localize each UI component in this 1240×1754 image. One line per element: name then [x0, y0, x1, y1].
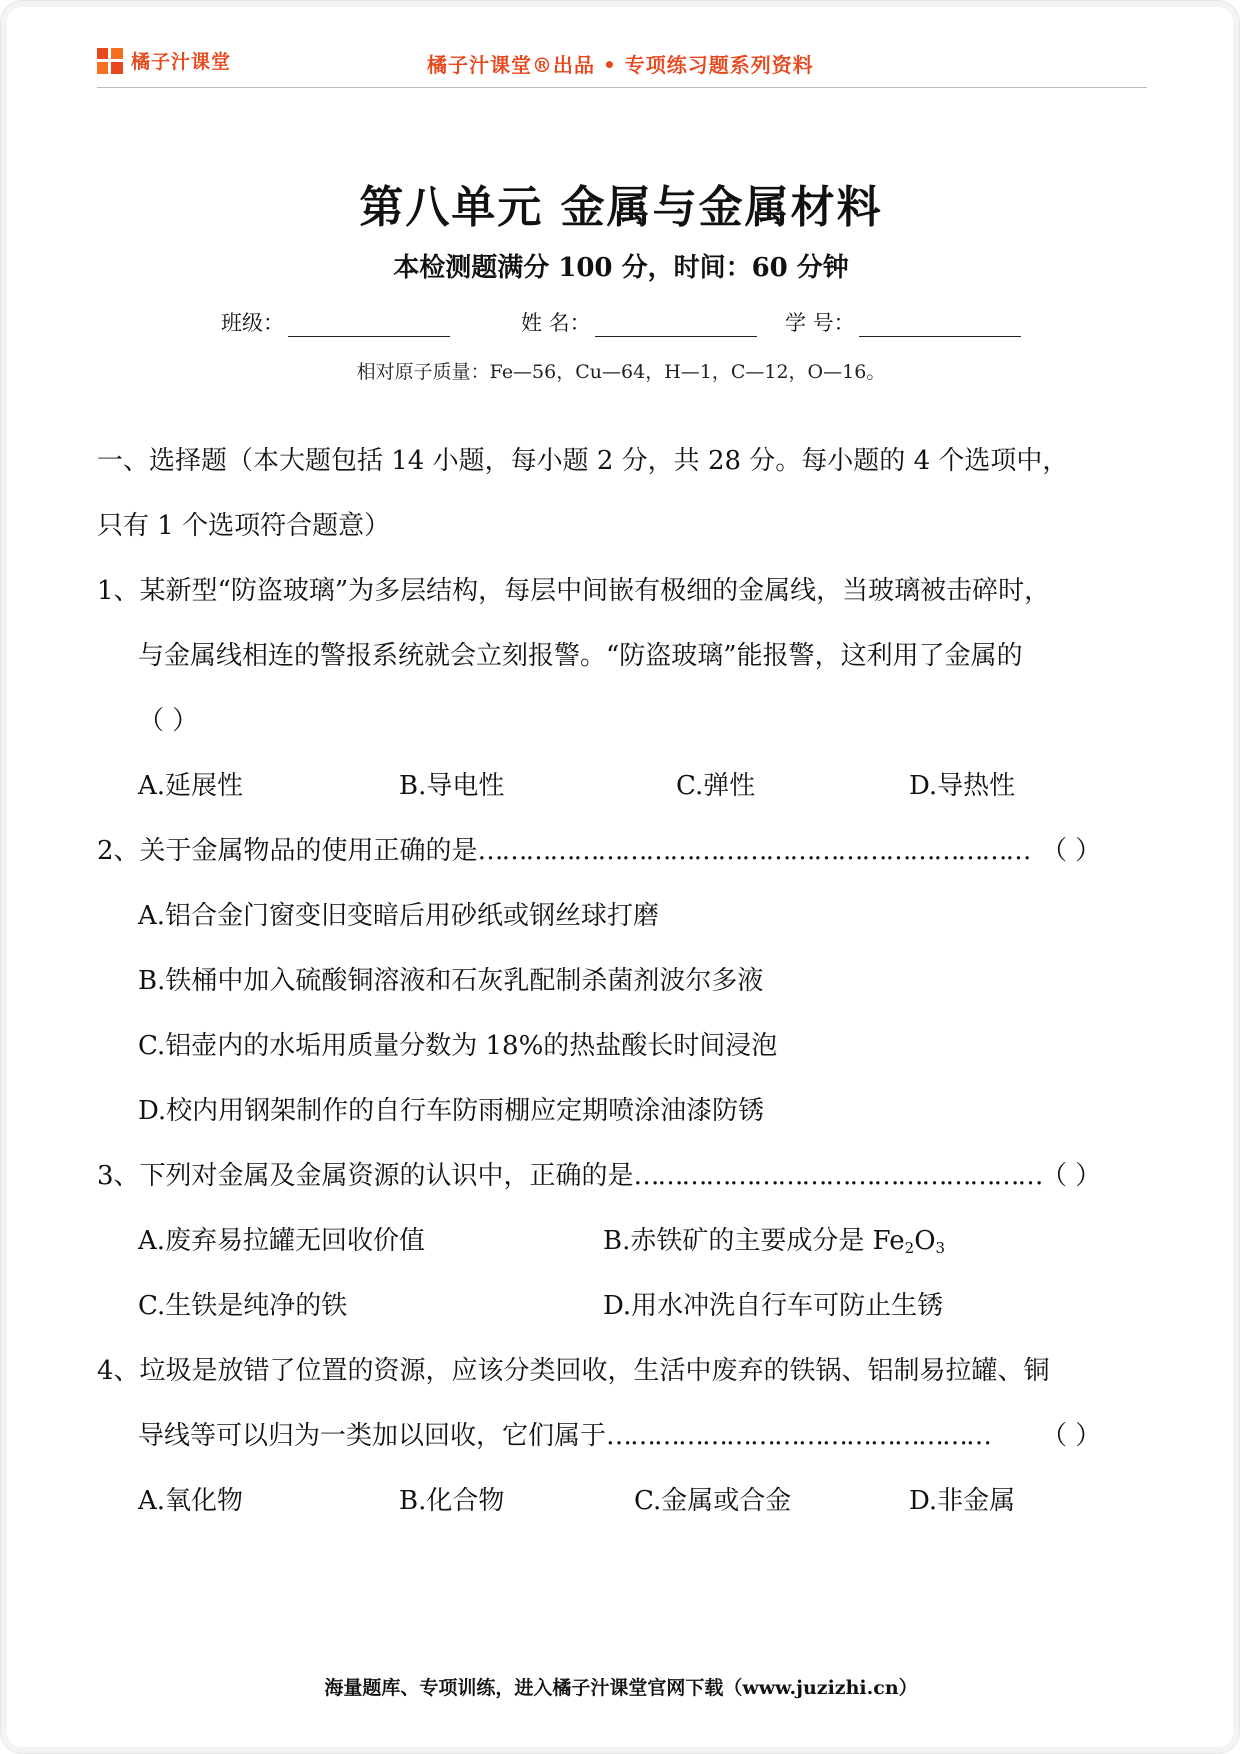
class-field	[221, 307, 450, 337]
section-heading: 一、选择题（本大题包括 14 小题，每小题 2 分，共 28 分。每小题的 4 个选项中，	[97, 446, 1069, 476]
name-blank[interactable]	[595, 314, 757, 337]
class-blank[interactable]	[288, 314, 450, 337]
question-1-option-c[interactable]: C.弹性	[676, 771, 756, 801]
question-2-answer-bracket[interactable]: （ ）	[1041, 836, 1102, 866]
question-2-option-b[interactable]: B.铁桶中加入硫酸铜溶液和石灰乳配制杀菌剂波尔多液	[138, 966, 764, 996]
formula-subscript-3: 3	[935, 1239, 946, 1257]
atomic-mass-note: 相对原子质量：Fe—56，Cu—64，H—1，C—12，O—16。	[356, 361, 886, 383]
question-4-line2	[138, 1419, 990, 1453]
question-2-option-a[interactable]: A.铝合金门窗变旧变暗后用砂纸或钢丝球打磨	[138, 901, 660, 931]
logo-text: 橘子汁课堂	[131, 51, 232, 73]
question-4-leader-dots: …………………………………………	[606, 1421, 991, 1451]
question-1-option-a[interactable]: A.延展性	[138, 771, 244, 801]
question-4-option-a[interactable]: A.氧化物	[138, 1486, 244, 1516]
question-2-leader-dots: ……………………………………………………………	[477, 836, 1030, 866]
name-field	[521, 307, 757, 337]
formula-subscript-2: 2	[904, 1239, 915, 1257]
question-4-option-c[interactable]: C.金属或合金	[634, 1486, 792, 1516]
question-2-text: 2、关于金属物品的使用正确的是	[97, 836, 478, 866]
question-1-answer-bracket[interactable]: （ ）	[138, 706, 199, 736]
exam-title: 第八单元 金属与金属材料	[359, 182, 883, 233]
question-4-option-b[interactable]: B.化合物	[399, 1486, 505, 1516]
question-3-option-d[interactable]: D.用水冲洗自行车可防止生锈	[603, 1291, 944, 1321]
question-3-option-a[interactable]: A.废弃易拉罐无回收价值	[138, 1226, 426, 1256]
formula-oxygen: O	[914, 1226, 936, 1256]
question-1-line1: 1、某新型“防盗玻璃”为多层结构，每层中间嵌有极细的金属线，当玻璃被击碎时，	[97, 576, 1051, 606]
id-label: 学 号：	[785, 311, 855, 335]
question-2-option-c[interactable]: C.铝壶内的水垢用质量分数为 18%的热盐酸长时间浸泡	[138, 1031, 778, 1061]
question-3-leader-dots: ……………………………………………	[633, 1161, 1042, 1191]
page-footer[interactable]: 海量题库、专项训练，进入橘子汁课堂官网下载（www.juzizhi.cn）	[324, 1677, 918, 1699]
question-3-text: 3、下列对金属及金属资源的认识中，正确的是	[97, 1161, 634, 1191]
class-label: 班级：	[221, 311, 284, 335]
page-header	[97, 41, 1147, 88]
question-3-option-b-text: B.赤铁矿的主要成分是 Fe	[603, 1226, 905, 1256]
question-1-line2: 与金属线相连的警报系统就会立刻报警。“防盗玻璃”能报警，这利用了金属的	[138, 641, 1023, 671]
logo-icon	[97, 48, 123, 74]
question-1-option-b[interactable]: B.导电性	[399, 771, 505, 801]
question-4-option-d[interactable]: D.非金属	[909, 1486, 1016, 1516]
question-4-line1: 4、垃圾是放错了位置的资源，应该分类回收，生活中废弃的铁锅、铝制易拉罐、铜	[97, 1356, 1050, 1386]
id-blank[interactable]	[859, 314, 1021, 337]
header-title: 橘子汁课堂®出品 • 专项练习题系列资料	[427, 53, 814, 77]
question-3-option-c[interactable]: C.生铁是纯净的铁	[138, 1291, 348, 1321]
name-label: 姓 名：	[521, 311, 591, 335]
section-heading-cont: 只有 1 个选项符合题意）	[97, 511, 391, 541]
question-3-option-b[interactable]	[603, 1224, 945, 1258]
brand-logo	[97, 47, 231, 74]
question-2-option-d[interactable]: D.校内用钢架制作的自行车防雨棚应定期喷涂油漆防锈	[138, 1096, 765, 1126]
id-field	[785, 307, 1021, 337]
question-3-stem	[97, 1159, 1042, 1193]
question-1-option-d[interactable]: D.导热性	[909, 771, 1016, 801]
exam-subtitle: 本检测题满分 100 分，时间：60 分钟	[393, 253, 849, 283]
question-3-answer-bracket[interactable]: （ ）	[1041, 1161, 1102, 1191]
question-2-stem	[97, 834, 1030, 868]
question-4-answer-bracket[interactable]: （ ）	[1041, 1421, 1102, 1451]
question-4-text: 导线等可以归为一类加以回收，它们属于	[138, 1421, 607, 1451]
